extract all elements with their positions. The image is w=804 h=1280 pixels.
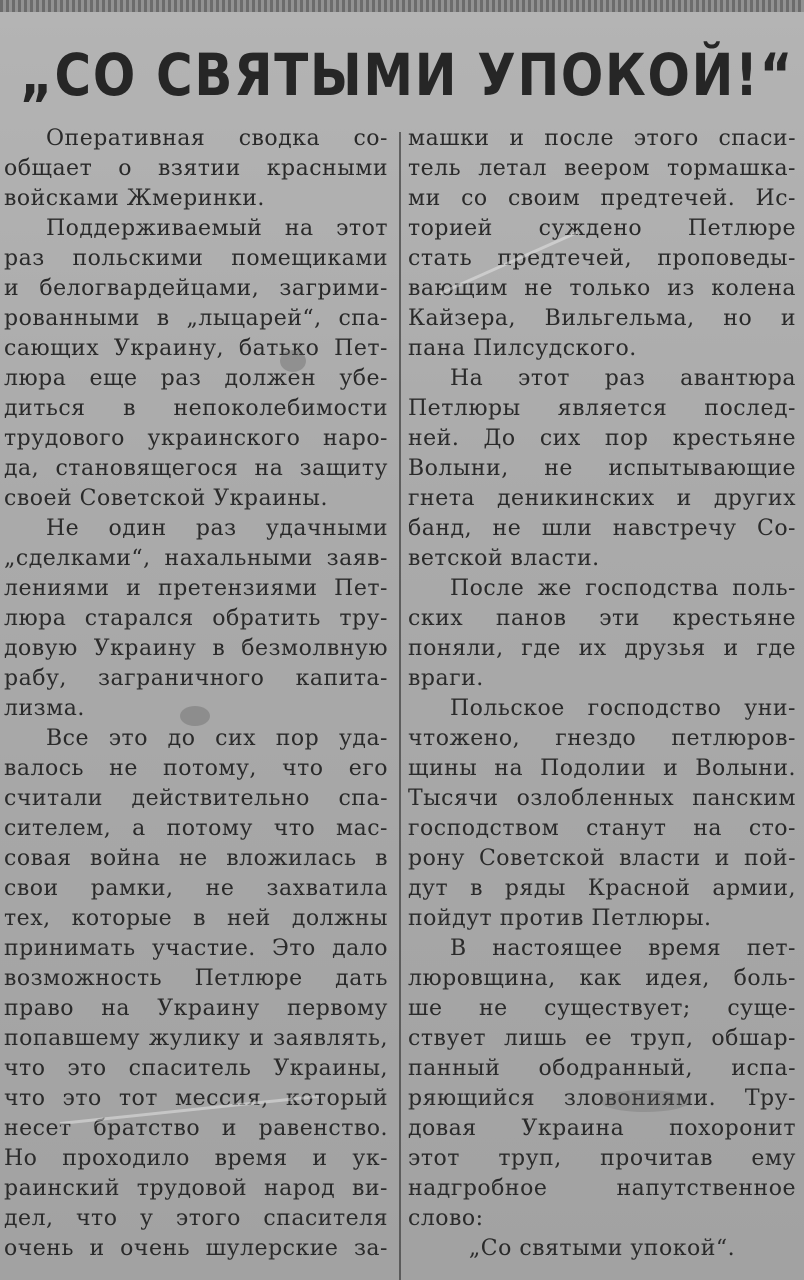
text-line: рабу, заграничного капита- xyxy=(4,666,388,691)
text-line: ветской власти. xyxy=(408,546,600,571)
text-line: люровщина, как идея, боль- xyxy=(408,966,796,991)
text-line: рону Советской власти и пой- xyxy=(408,846,796,871)
text-line: чтожено, гнездо петлюров- xyxy=(408,726,796,751)
text-line: дел, что у этого спасителя xyxy=(4,1206,388,1231)
text-line: совая война не вложилась в xyxy=(4,846,388,871)
text-line: поняли, где их друзья и где xyxy=(408,636,796,661)
text-line: тель летал веером тормашка- xyxy=(408,156,796,181)
text-line: щины на Подолии и Волыни. xyxy=(408,756,796,781)
text-line: ней. До сих пор крестьяне xyxy=(408,426,796,451)
text-line: Кайзера, Вильгельма, но и xyxy=(408,306,796,331)
text-line: трудового украинского наро- xyxy=(4,426,388,451)
text-line: лизма. xyxy=(4,696,85,721)
text-line: враги. xyxy=(408,666,484,691)
text-line: Все это до сих пор уда- xyxy=(46,726,388,751)
text-line: вающим не только из колена xyxy=(408,276,796,301)
text-line: банд, не шли навстречу Со- xyxy=(408,516,796,541)
text-line: Но проходило время и ук- xyxy=(4,1146,388,1171)
text-line: пойдут против Петлюры. xyxy=(408,906,712,931)
top-border xyxy=(0,0,804,12)
text-line: стать предтечей, проповеды- xyxy=(408,246,796,271)
text-line: что это спаситель Украины, xyxy=(4,1056,388,1081)
text-line: право на Украину первому xyxy=(4,996,388,1021)
text-line: тех, которые в ней должны xyxy=(4,906,388,931)
ink-stain xyxy=(280,350,306,372)
text-line: ствует лишь ее труп, обшар- xyxy=(408,1026,796,1051)
text-line: дут в ряды Красной армии, xyxy=(408,876,796,901)
text-line: „Со святыми упокой“. xyxy=(468,1236,736,1261)
text-line: Петлюры является послед- xyxy=(408,396,796,421)
text-line: принимать участие. Это дало xyxy=(4,936,388,961)
text-line: войсками Жмеринки. xyxy=(4,186,265,211)
text-line: надгробное напутственное xyxy=(408,1176,796,1201)
text-line: ми со своим предтечей. Ис- xyxy=(408,186,796,211)
column-divider xyxy=(399,132,401,1280)
text-line: Польское господство уни- xyxy=(450,696,796,721)
text-line: люра еще раз должен убе- xyxy=(4,366,388,391)
text-line: возможность Петлюре дать xyxy=(4,966,388,991)
text-line: ше не существует; суще- xyxy=(408,996,796,1021)
left-column xyxy=(4,124,388,1264)
text-line: пана Пилсудского. xyxy=(408,336,637,361)
text-line: гнета деникинских и других xyxy=(408,486,796,511)
ink-stain xyxy=(600,1090,690,1112)
text-line: Волыни, не испытывающие xyxy=(408,456,796,481)
text-line: свои рамки, не захватила xyxy=(4,876,388,901)
text-line: машки и после этого спаси- xyxy=(408,126,796,151)
text-line: считали действительно спа- xyxy=(4,786,388,811)
text-line: лениями и претензиями Пет- xyxy=(4,576,388,601)
text-line: Поддерживаемый на этот xyxy=(46,216,388,241)
text-line: попавшему жулику и заявлять, xyxy=(4,1026,388,1051)
text-line: сителем, а потому что мас- xyxy=(4,816,388,841)
text-line: раинский трудовой народ ви- xyxy=(4,1176,388,1201)
text-line: ских панов эти крестьяне xyxy=(408,606,796,631)
text-line: что это тот мессия, который xyxy=(4,1086,388,1111)
text-line: раз польскими помещиками xyxy=(4,246,388,271)
ink-stain xyxy=(180,706,210,726)
text-line: несет братство и равенство. xyxy=(4,1116,388,1141)
text-line: валось не потому, что его xyxy=(4,756,388,781)
text-line: своей Советской Украины. xyxy=(4,486,328,511)
text-line: очень и очень шулерские за- xyxy=(4,1236,388,1261)
text-line: довую Украину в безмолвную xyxy=(4,636,388,661)
right-column xyxy=(408,124,796,1264)
text-line: Не один раз удачными xyxy=(46,516,388,541)
text-line: ряющийся зловониями. Тру- xyxy=(408,1086,796,1111)
text-line: Оперативная сводка со- xyxy=(46,126,388,151)
text-line: панный ободранный, испа- xyxy=(408,1056,796,1081)
text-line: В настоящее время пет- xyxy=(450,936,796,961)
text-line: слово: xyxy=(408,1206,484,1231)
text-line: господством станут на сто- xyxy=(408,816,796,841)
text-line: После же господства поль- xyxy=(450,576,796,601)
text-line: торией суждено Петлюре xyxy=(408,216,796,241)
text-line: да, становящегося на защиту xyxy=(4,456,388,481)
headline: „СО СВЯТЫМИ УПОКОЙ!“ xyxy=(20,41,795,109)
text-line: довая Украина похоронит xyxy=(408,1116,796,1141)
text-line: На этот раз авантюра xyxy=(450,366,796,391)
text-line: Тысячи озлобленных панским xyxy=(408,786,796,811)
text-line: рованными в „лыцарей“, спа- xyxy=(4,306,388,331)
text-line: диться в непоколебимости xyxy=(4,396,388,421)
text-line: этот труп, прочитав ему xyxy=(408,1146,796,1171)
text-line: сающих Украину, батько Пет- xyxy=(4,336,388,361)
text-line: и белогвардейцами, загрими- xyxy=(4,276,388,301)
text-line: общает о взятии красными xyxy=(4,156,388,181)
text-line: „сделками“, нахальными заяв- xyxy=(4,546,388,571)
text-line: люра старался обратить тру- xyxy=(4,606,388,631)
